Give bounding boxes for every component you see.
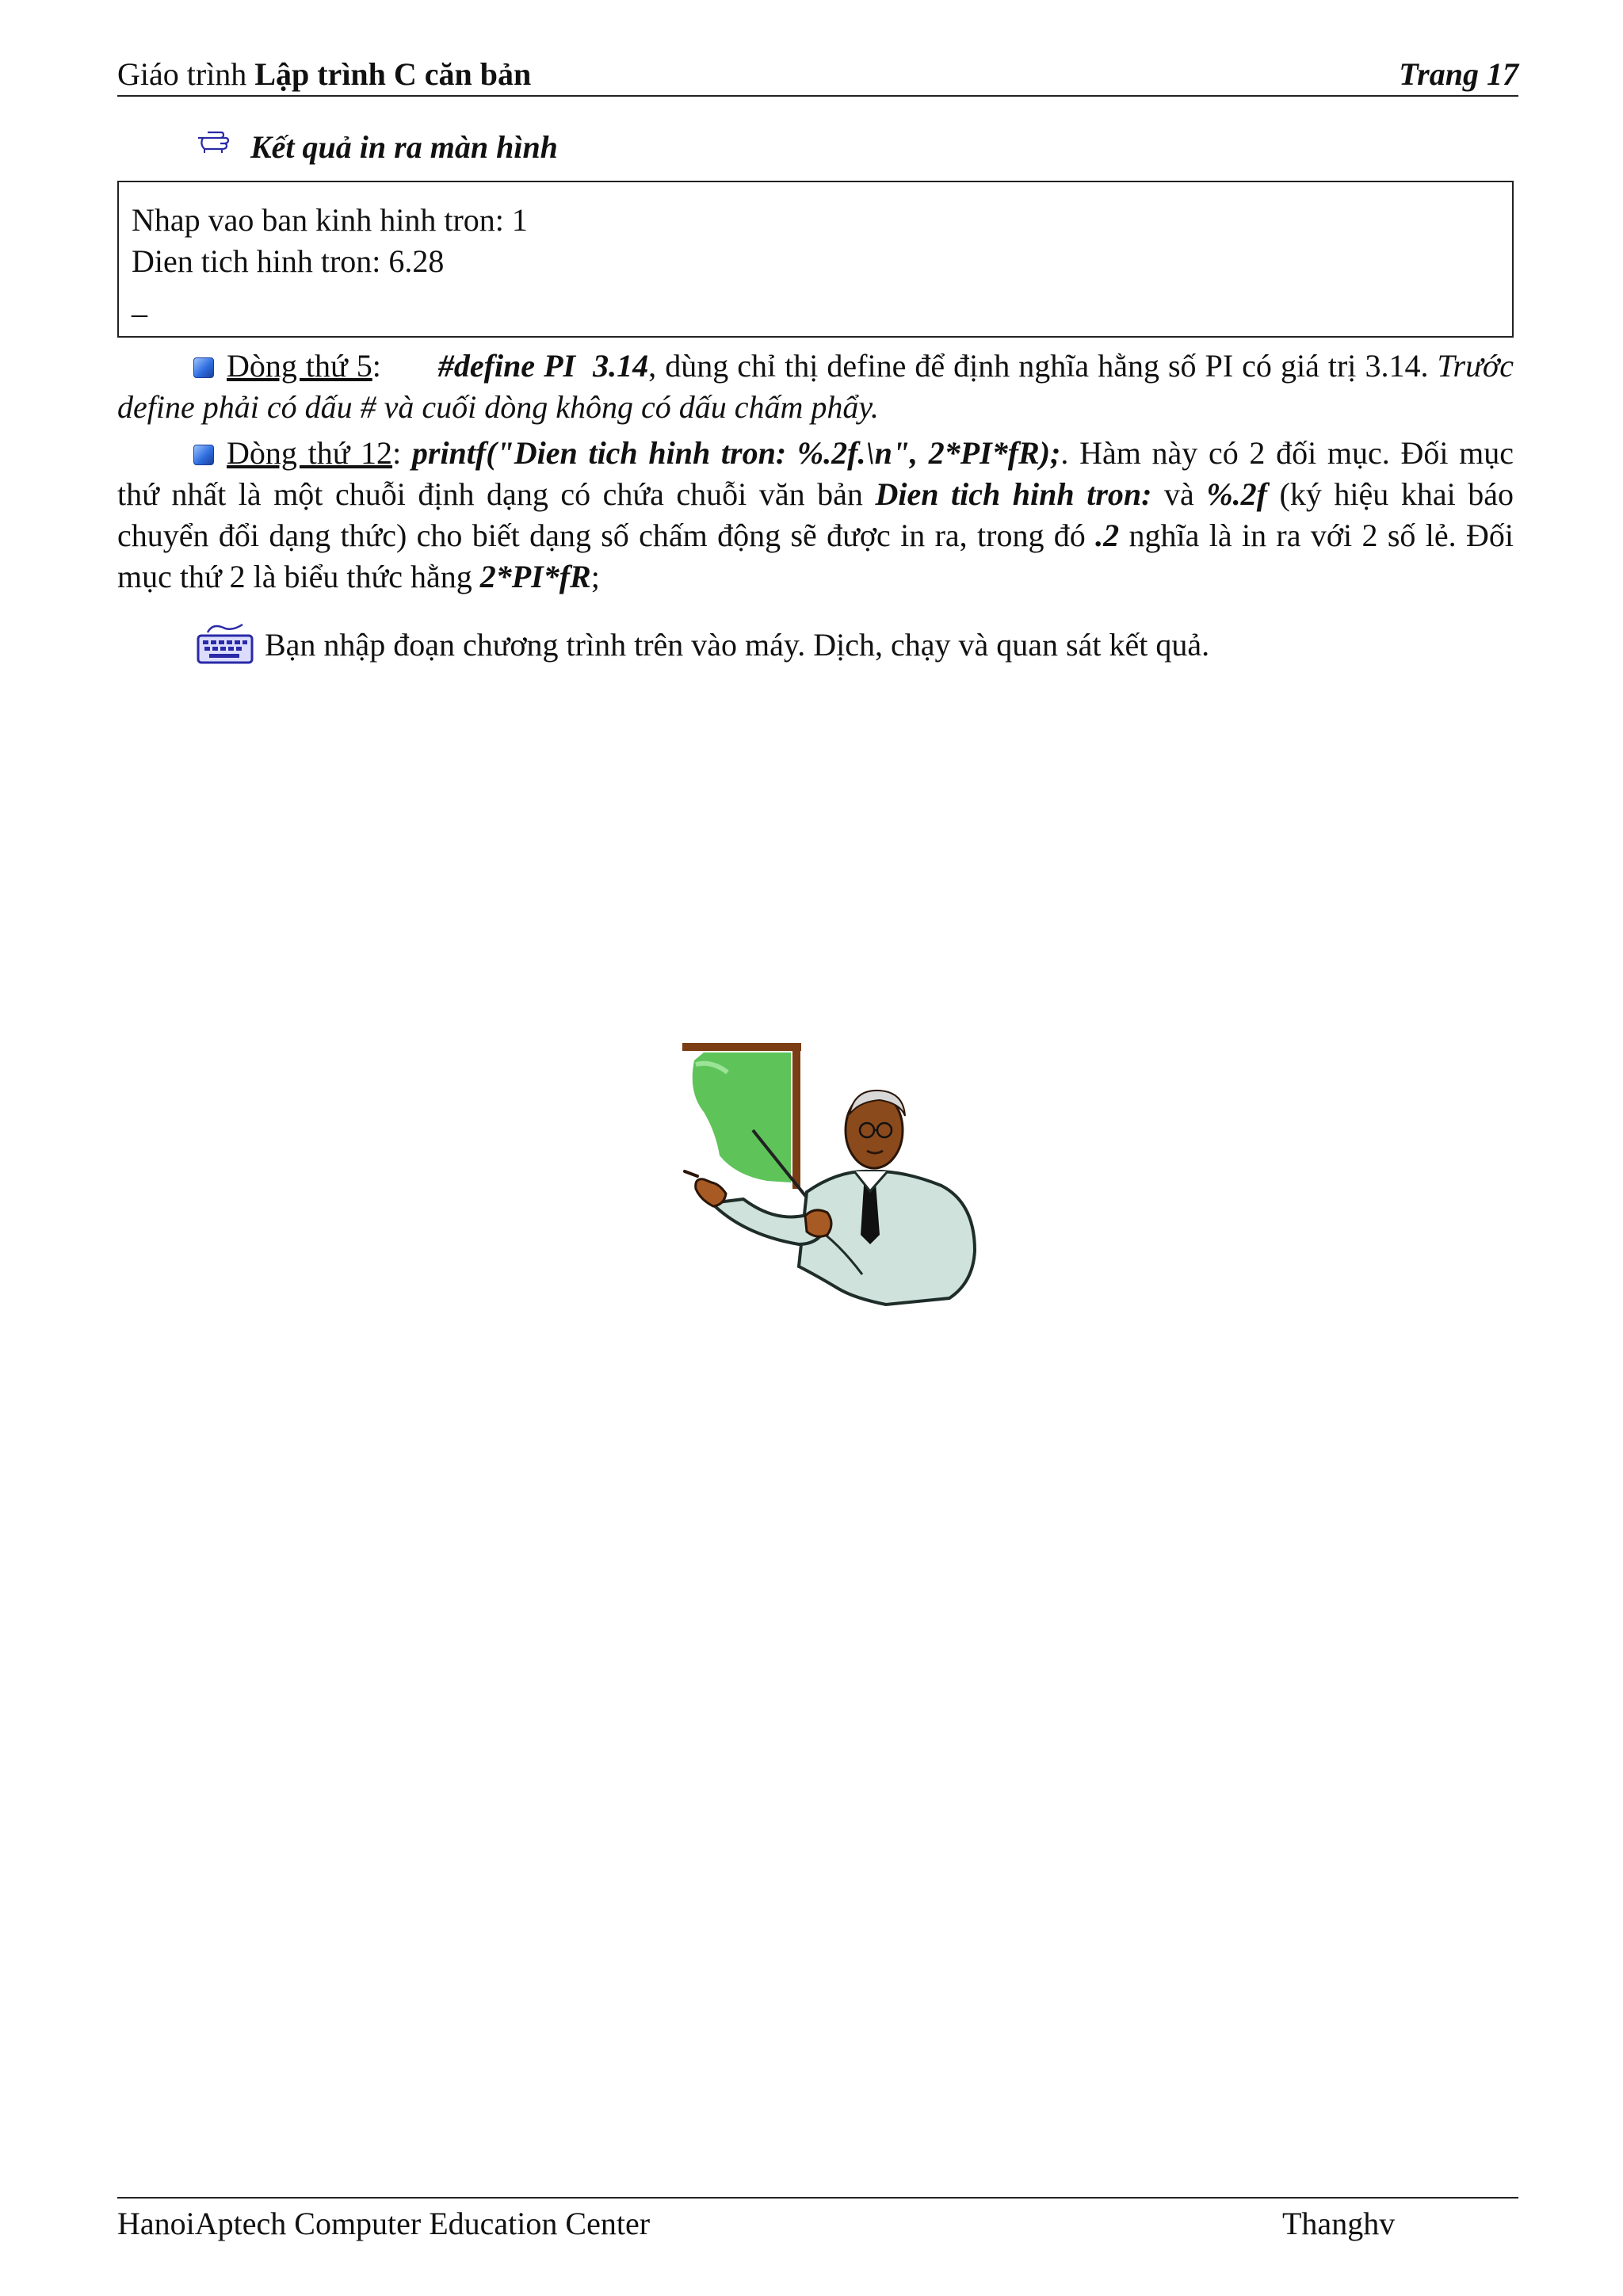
header-book-title: Lập trình C căn bản [254, 56, 532, 92]
console-output-box [117, 181, 1514, 338]
page-footer [117, 2197, 1518, 2241]
paragraph-line-12 [117, 433, 1514, 598]
line-5-colon: : [372, 348, 381, 384]
bullet-square-icon [193, 445, 214, 465]
define-code: #define PI 3.14 [437, 348, 649, 384]
paragraph-line-5 [117, 346, 1514, 428]
line-12-text-4: nghĩa là in ra với 2 số lẻ. Đối mục thứ 2 là biểu thức hằng [117, 518, 1514, 594]
constant-expression: 2*PI*fR [479, 559, 591, 594]
footer-author: Thanghv [1282, 2206, 1396, 2241]
line-5-italic-note: Trước define phải có dấu # và cuối dòng không có dấu chấm phẩy. [117, 348, 1514, 425]
line-5-label: Dòng thứ 5 [227, 348, 372, 384]
format-string-text: Dien tich hinh tron: [875, 476, 1152, 512]
pointing-hand-icon [197, 127, 238, 155]
footer-organization: HanoiAptech Computer Education Center [117, 2206, 651, 2241]
teacher-clipart [680, 1037, 981, 1306]
result-heading-text: Kết quả in ra màn hình [250, 129, 558, 165]
output-line-1: Nhap vao ban kinh hinh tron: 1 [132, 202, 528, 238]
page-header [117, 54, 1518, 97]
line-12-text-2: và [1151, 476, 1207, 512]
line-12-text-1: . Hàm này có 2 đối mục. Đối mục thứ nhất là một chuỗi định dạng có chứa chuỗi văn bản [117, 435, 1514, 512]
result-heading [197, 125, 558, 170]
output-line-2: Dien tich hinh tron: 6.28 [132, 243, 445, 279]
line-12-text-3: (ký hiệu khai báo chuyển đổi dạng thức) cho biết dạng số chấm động sẽ được in ra, trong đó [117, 476, 1514, 553]
format-specifier: %.2f [1206, 476, 1267, 512]
printf-code: printf("Dien tich hinh tron: %.2f.\n", 2*PI*fR); [411, 435, 1061, 471]
output-cursor-line: _ [132, 285, 147, 320]
keyboard-instruction-text: Bạn nhập đoạn chương trình trên vào máy. Dịch, chạy và quan sát kết quả. [265, 627, 1210, 663]
line-12-label: Dòng thứ 12 [227, 435, 393, 471]
line-5-text: , dùng chỉ thị define để định nghĩa hằng số PI có giá trị 3.14. [648, 348, 1438, 384]
precision-value: .2 [1095, 518, 1120, 553]
bullet-square-icon [193, 357, 214, 378]
keyboard-icon [197, 621, 255, 666]
header-prefix: Giáo trình [117, 56, 255, 92]
header-left [117, 54, 531, 95]
page-number: Trang 17 [1399, 56, 1518, 92]
line-12-text-5: ; [590, 559, 600, 594]
keyboard-instruction [197, 621, 1209, 669]
line-12-colon: : [392, 435, 412, 471]
